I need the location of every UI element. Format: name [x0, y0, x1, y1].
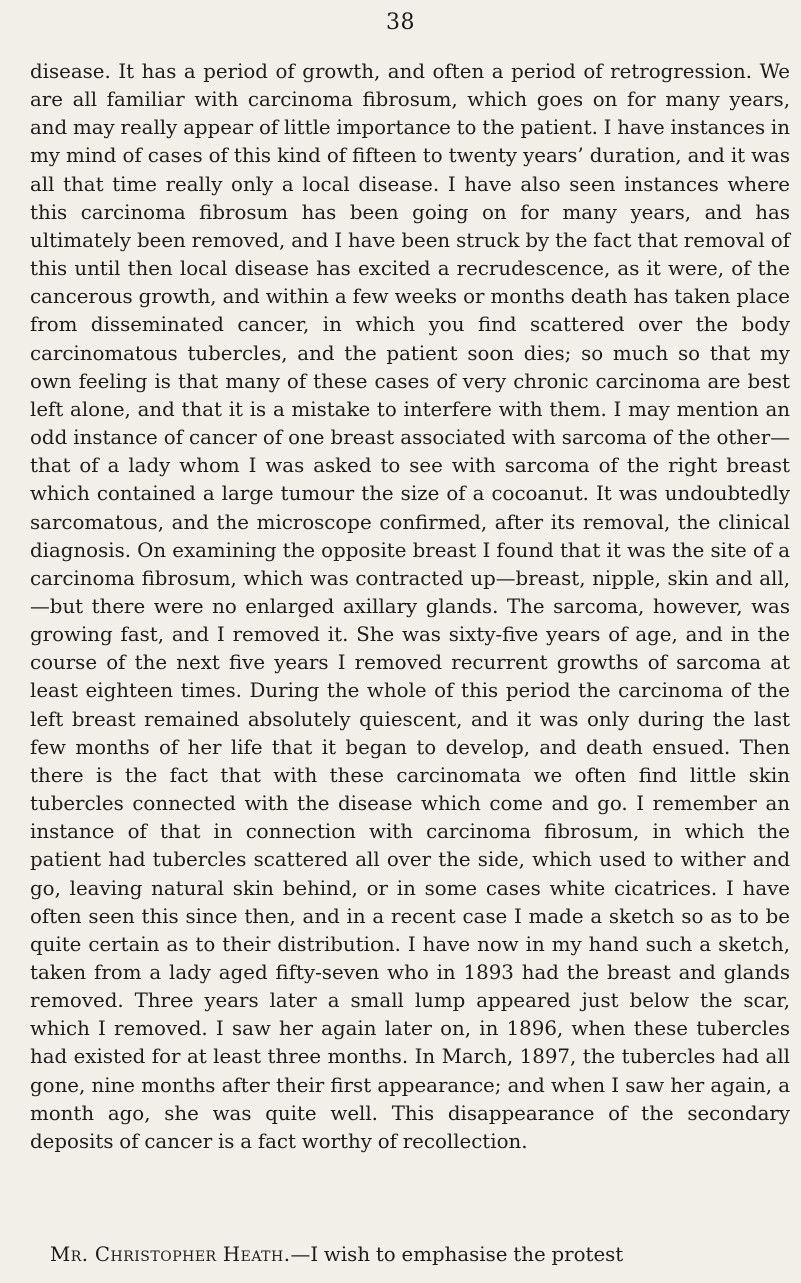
page-number: 38 [386, 10, 415, 35]
speaker-remark: —I wish to emphasise the protest [290, 1243, 624, 1266]
speaker-paragraph [50, 1241, 790, 1269]
speaker-name: Mr. Christopher Heath. [50, 1243, 291, 1266]
body-paragraph: disease. It has a period of growth, and often a period of retrogression. We are all familiar with carcinoma fibrosum, which goes on for many years, and may really appear of little importance to the patient. I have instances in my mind of cases of this kind of fifteen to twenty years’ duration, and it was all that time really only a local disease. I have also seen instances where this carcinoma fibrosum has been going on for many years, and has ultimately been removed, and I have been struck by the fact that removal of this until then local disease has excited a recrudescence, as it were, of the cancerous growth, and within a few weeks or months death has taken place from disseminated cancer, in which you find scattered over the body carcinomatous tubercles, and the patient soon dies; so much so that my own feeling is that many of these cases of very chronic carcinoma are best left alone, and that it is a mistake to interfere with them. I may mention an odd instance of cancer of one breast associated with sarcoma of the other—that of a lady whom I was asked to see with sarcoma of the right breast which contained a large tumour the size of a cocoanut. It was undoubtedly sarcomatous, and the microscope confirmed, after its removal, the clinical diagnosis. On examining the opposite breast I found that it was the site of a carcinoma fibrosum, which was contracted up—breast, nipple, skin and all,—but there were no enlarged axillary glands. The sarcoma, however, was growing fast, and I removed it. She was sixty-five years of age, and in the course of the next five years I removed recurrent growths of sarcoma at least eighteen times. During the whole of this period the carcinoma of the left breast remained absolutely quiescent, and it was only during the last few months of her life that it began to develop, and death ensued. Then there is the fact that with these carcinomata we often find little skin tubercles connected with the disease which come and go. I remember an instance of that in connection with carcinoma fibrosum, in which the patient had tubercles scattered all over the side, which used to wither and go, leaving natural skin behind, or in some cases white cicatrices. I have often seen this since then, and in a recent case I made a sketch so as to be quite certain as to their distribution. I have now in my hand such a sketch, taken from a lady aged fifty-seven who in 1893 had the breast and glands removed. Three years later a small lump appeared just below the scar, which I removed. I saw her again later on, in 1896, when these tubercles had existed for at least three months. In March, 1897, the tubercles had all gone, nine months after their first appearance; and when I saw her again, a month ago, she was quite well. This disappearance of the secondary deposits of cancer is a fact worthy of recollection. [30, 60, 790, 1153]
